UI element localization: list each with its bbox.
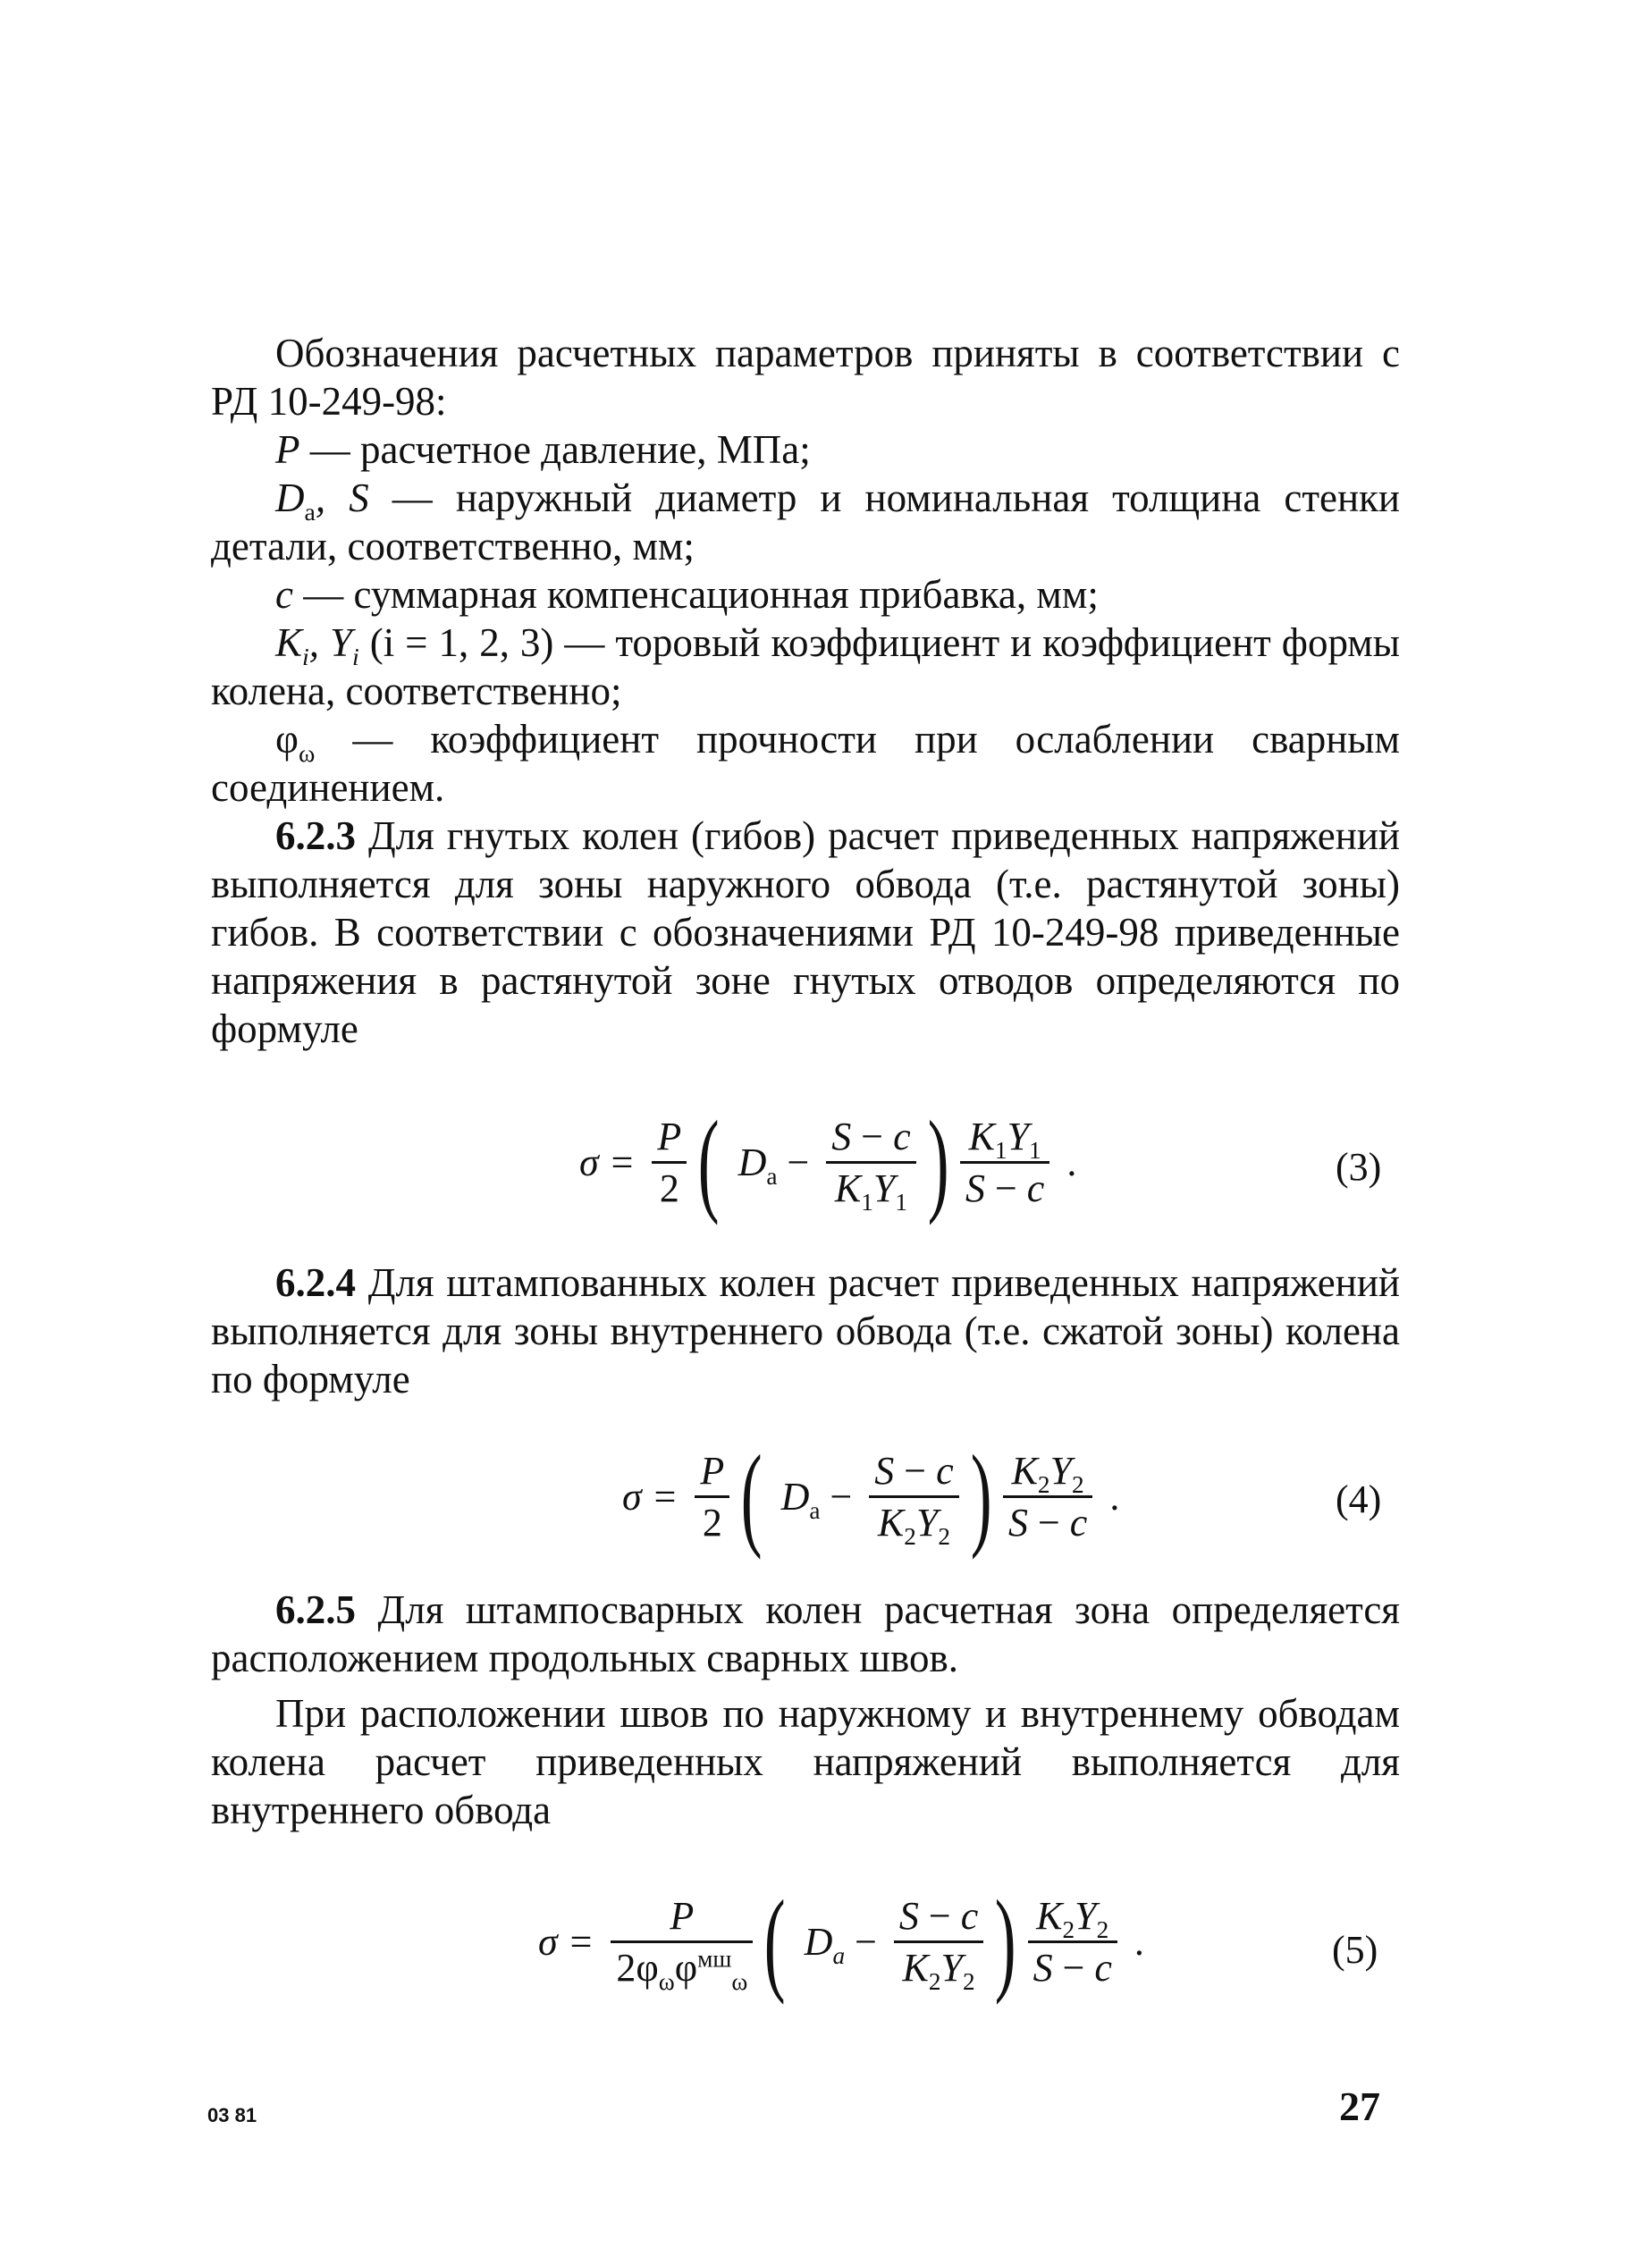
- block-6-2-4: [211, 1258, 1400, 1403]
- param-allowance: c — суммарная компенсационная прибавка, мм;: [275, 572, 1099, 617]
- intro-paragraph: Обозначения расчетных параметров приняты в соответствии с РД 10-249-98:: [211, 331, 1400, 424]
- param-diameter: $D_a$, S — наружный диаметр и номинальная толщина стенки детали, соответственно, мм;: [211, 476, 1401, 568]
- block-6-2-5: [211, 1586, 1400, 1834]
- section-6-2-4: 6.2.4 Для штампованных колен расчет приведенных напряжений выполняется для зоны внутреннего обвода (т.е. сжатой зоны) колена по формуле: [211, 1260, 1401, 1402]
- section-6-2-5: 6.2.5 Для штампосварных колен расчетная зона определяется расположением продольных сварных швов.: [211, 1587, 1401, 1680]
- param-toroidal: $K_i$, $Y_i$ (i = 1, 2, 3) — торовый коэффициент и коэффициент формы колена, соответственно;: [211, 620, 1400, 713]
- equation-number-3: (3): [1336, 1145, 1382, 1189]
- print-code: 03 81: [207, 2104, 257, 2126]
- formula-5: σ = $\frac{P}{2\varphi_\omega\varphi^{мш}_\omega}$ ( $D_a$ − $\frac{S - c}{K_2Y_2}$ ) $\frac{K_2Y_2}{S - c}$ .: [538, 1877, 1144, 2006]
- formula-3: σ = $\frac{P}{2}$ ( $D_a$ − $\frac{S - c}{K_1Y_1}$ ) $\frac{K_1Y_1}{S - c}$ .: [579, 1098, 1077, 1226]
- intro-block: [211, 329, 1400, 1053]
- param-weld-strength: $\varphi_\omega$ — коэффициент прочности при ослаблении сварным соединением.: [211, 717, 1401, 810]
- equation-number-5: (5): [1332, 1928, 1378, 1972]
- page-number: 27: [1339, 2083, 1380, 2129]
- equation-number-4: (4): [1336, 1477, 1382, 1521]
- param-pressure: P — расчетное давление, МПа;: [275, 427, 811, 472]
- seams-paragraph: При расположении швов по наружному и внутреннему обводам колена расчет приведенных напряжений выполняется для внутреннего обвода: [211, 1691, 1400, 1832]
- section-6-2-3: 6.2.3 Для гнутых колен (гибов) расчет приведенных напряжений выполняется для зоны наружного обвода (т.е. растянутой зоны) гибов. В соответствии с обозначениями РД 10-249-98 приведенные напряжения в растянутой зоне гнутых отводов определяются по формуле: [211, 813, 1401, 1051]
- formula-4: σ = $\frac{P}{2}$ ( $D_a$ − $\frac{S - c}{K_2Y_2}$ ) $\frac{K_2Y_2}{S - c}$ .: [622, 1432, 1120, 1561]
